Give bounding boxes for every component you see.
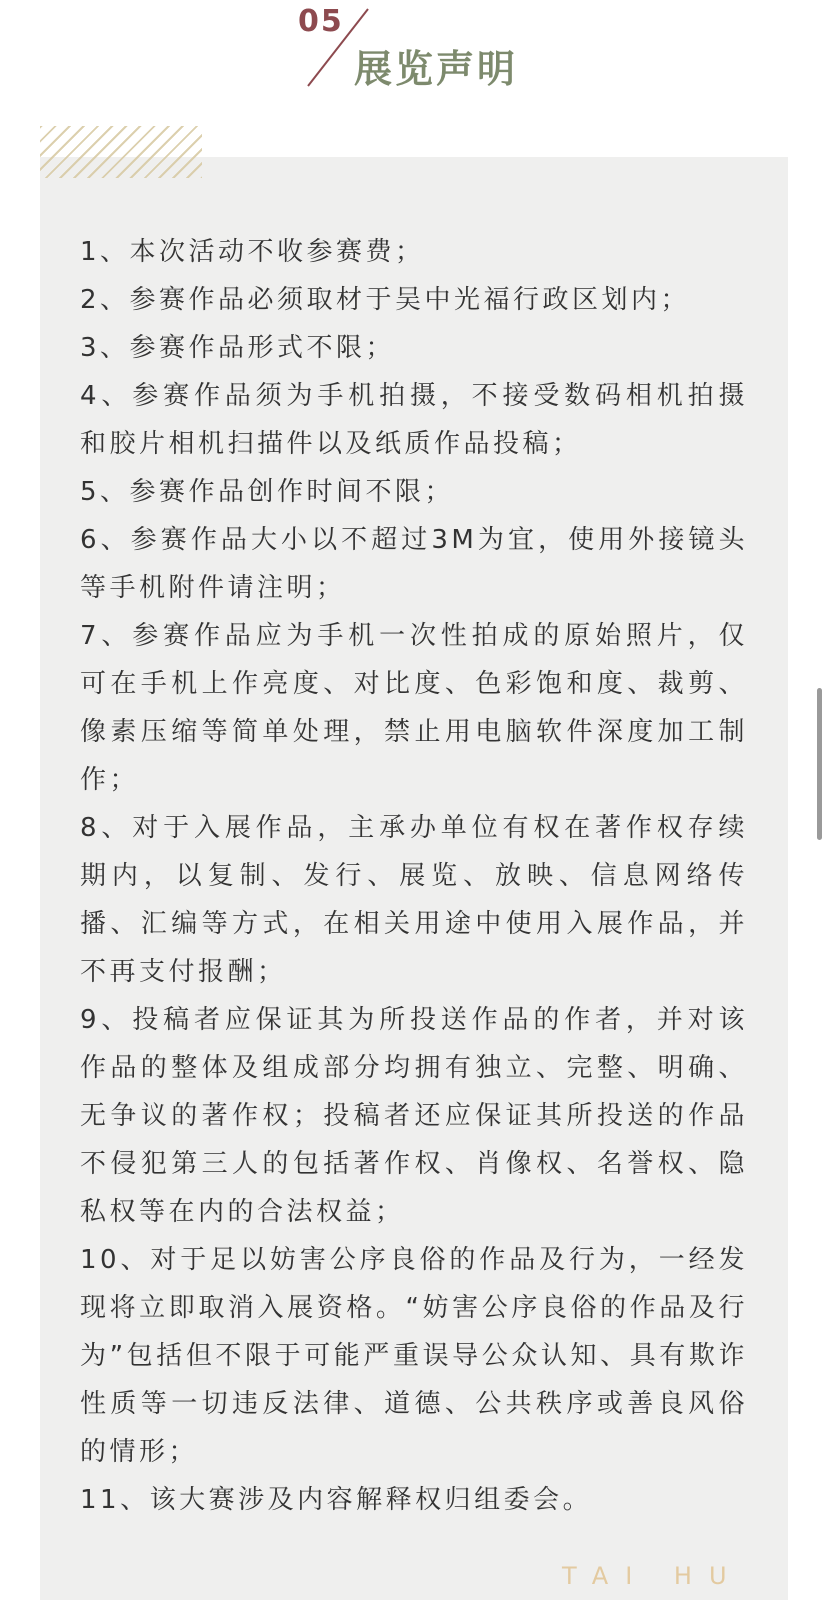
decorative-stripes	[40, 126, 202, 178]
section-title: 展览声明	[354, 47, 519, 91]
section-number: 05	[298, 4, 344, 39]
rule-item: 5、参赛作品创作时间不限；	[80, 477, 455, 507]
rules-list	[80, 228, 748, 1524]
rule-item: 6、参赛作品大小以不超过3M为宜，使用外接镜头等手机附件请注明；	[80, 525, 748, 603]
rule-item: 8、对于入展作品，主承办单位有权在著作权存续期内，以复制、发行、展览、放映、信息网络传播、汇编等方式，在相关用途中使用入展作品，并不再支付报酬；	[80, 813, 748, 987]
rule-item: 11、该大赛涉及内容解释权归组委会。	[80, 1485, 593, 1515]
rule-item: 7、参赛作品应为手机一次性拍成的原始照片，仅可在手机上作亮度、对比度、色彩饱和度、裁剪、像素压缩等简单处理，禁止用电脑软件深度加工制作；	[80, 621, 748, 795]
rule-item: 2、参赛作品必须取材于吴中光福行政区划内；	[80, 285, 691, 315]
rule-item: 1、本次活动不收参赛费；	[80, 237, 425, 267]
rule-item: 10、对于足以妨害公序良俗的作品及行为，一经发现将立即取消入展资格。“妨害公序良俗的作品及行为”包括但不限于可能严重误导公众认知、具有欺诈性质等一切违反法律、道德、公共秩序或善良风俗的情形；	[80, 1245, 748, 1467]
footer-mark: TAI HU	[562, 1562, 744, 1590]
rule-item: 9、投稿者应保证其为所投送作品的作者，并对该作品的整体及组成部分均拥有独立、完整、明确、无争议的著作权；投稿者还应保证其所投送的作品不侵犯第三人的包括著作权、肖像权、名誉权、隐私权等在内的合法权益；	[80, 1005, 748, 1227]
section-header	[0, 0, 828, 110]
rule-item: 4、参赛作品须为手机拍摄，不接受数码相机拍摄和胶片相机扫描件以及纸质作品投稿；	[80, 381, 748, 459]
rule-item: 3、参赛作品形式不限；	[80, 333, 396, 363]
scrollbar[interactable]	[817, 688, 822, 840]
